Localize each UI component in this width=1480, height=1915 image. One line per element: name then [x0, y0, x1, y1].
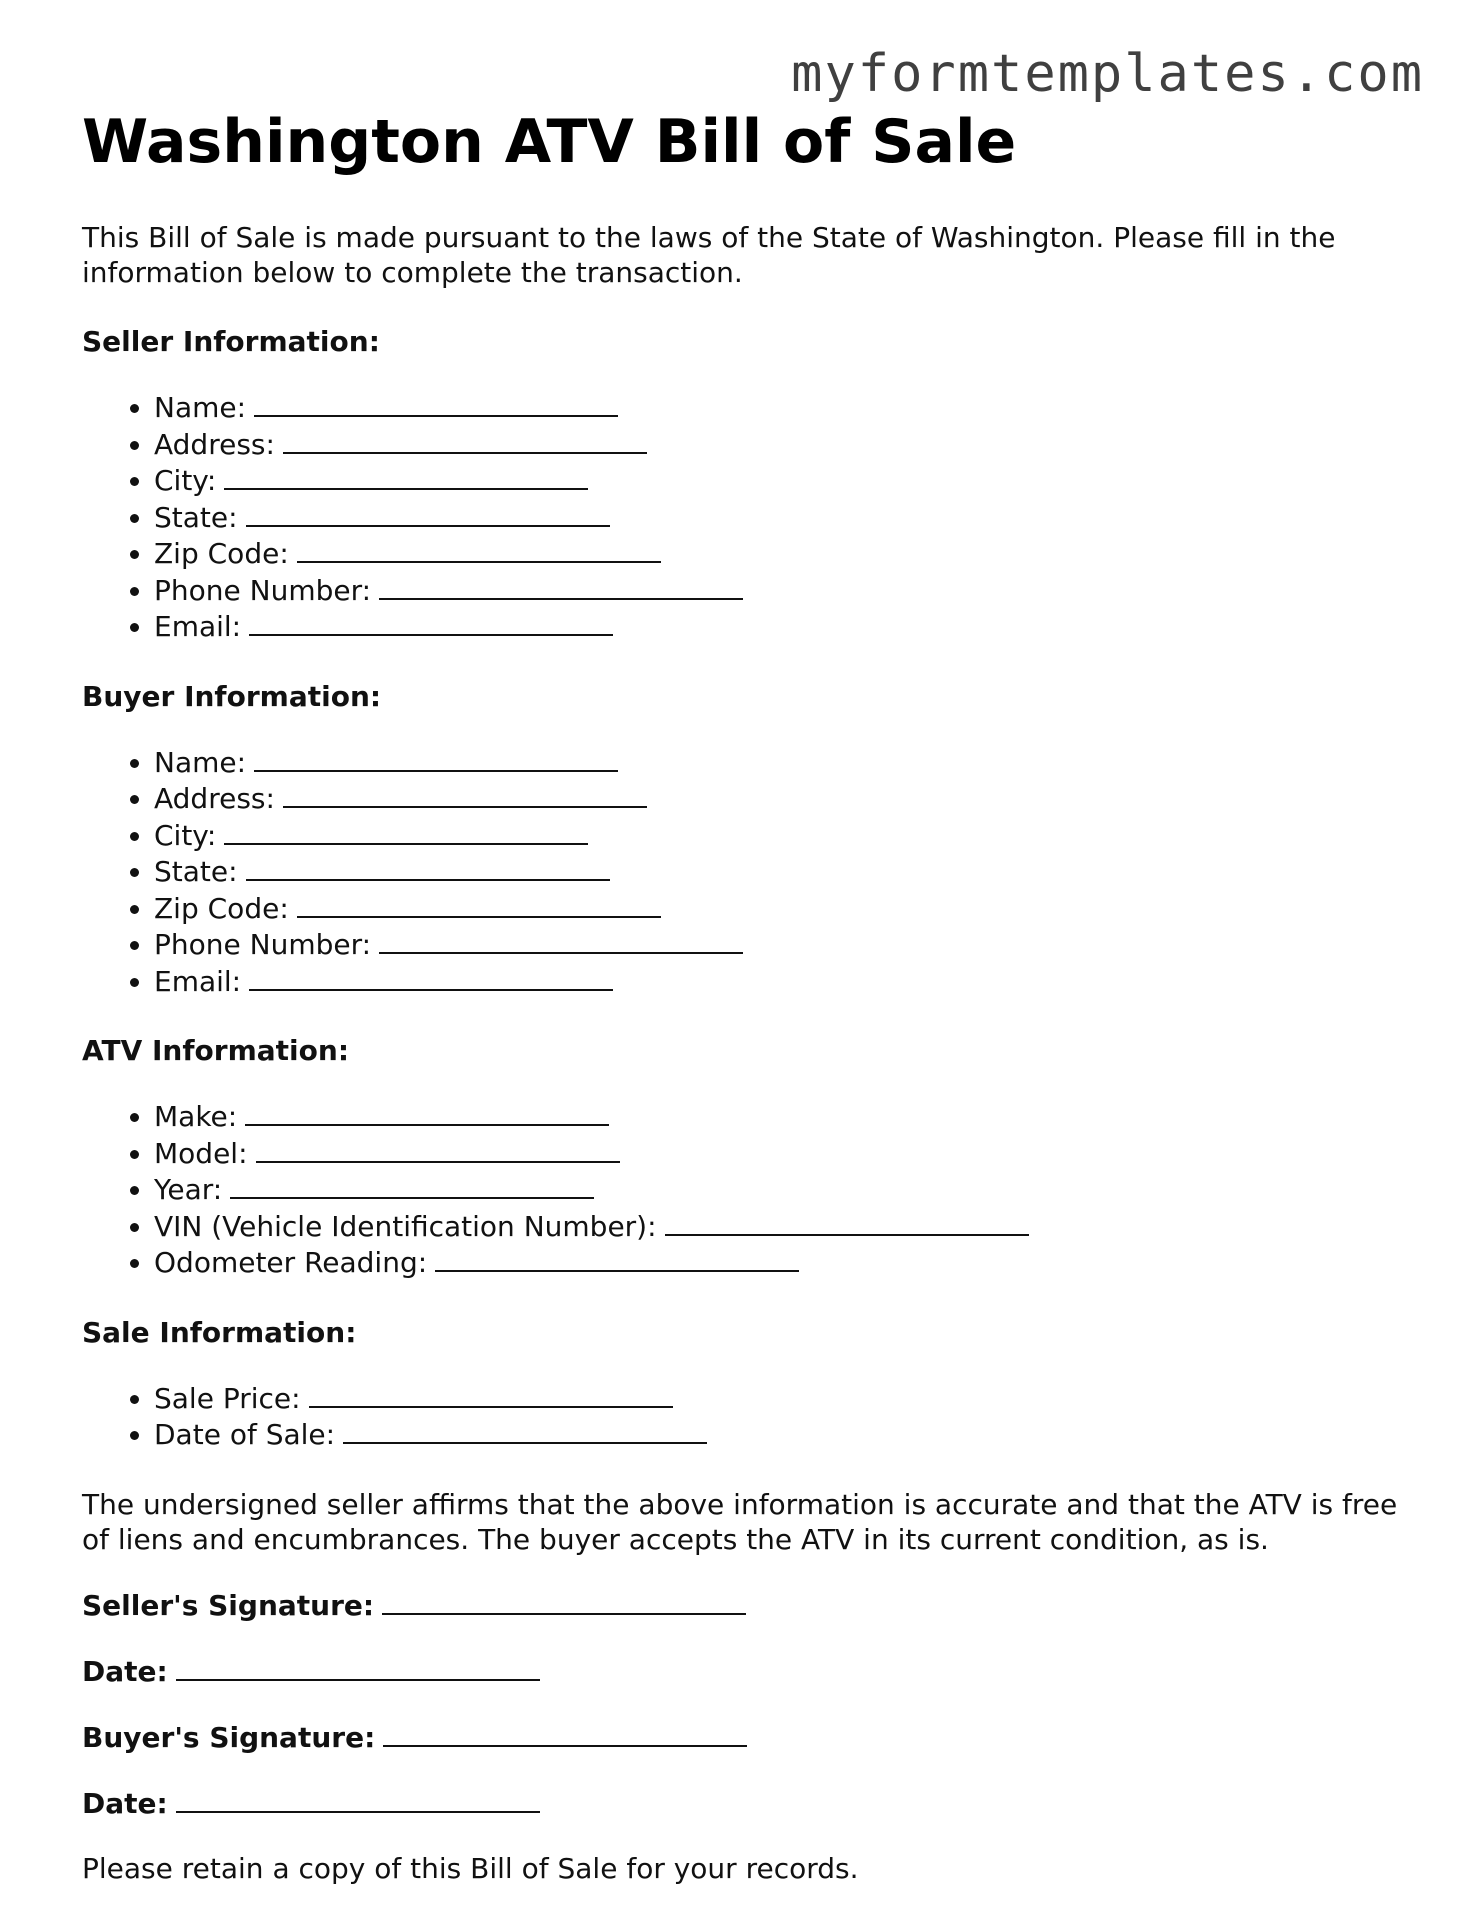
sale-date-blank[interactable]	[343, 1416, 707, 1444]
seller-name-blank[interactable]	[254, 389, 618, 417]
seller-address-field	[154, 426, 1412, 463]
seller-state-blank[interactable]	[246, 499, 610, 527]
atv-odometer-field	[154, 1244, 1412, 1281]
signature-label: Date:	[82, 1654, 168, 1688]
field-label: Make:	[154, 1100, 238, 1133]
affirmation-paragraph: The undersigned seller affirms that the above information is accurate and that the ATV is free of liens and encumbrances. The buyer accepts the ATV in its current condition, as is.	[82, 1487, 1398, 1556]
field-label: Zip Code:	[154, 891, 289, 925]
buyer-state-blank[interactable]	[246, 853, 610, 881]
seller-name-field	[154, 389, 1412, 426]
sale-date-field	[154, 1416, 1412, 1453]
buyer-signature-line	[82, 1719, 1412, 1755]
seller-email-blank[interactable]	[249, 608, 613, 636]
field-label: Model:	[154, 1136, 248, 1170]
field-label: Email:	[154, 610, 242, 643]
buyer-email-field	[154, 963, 1412, 1000]
field-label: City:	[154, 464, 217, 497]
field-label: Name:	[154, 391, 247, 424]
seller-zip-blank[interactable]	[297, 535, 661, 563]
buyer-zip-blank[interactable]	[297, 890, 661, 918]
atv-year-field	[154, 1171, 1412, 1208]
field-label: Odometer Reading:	[154, 1246, 428, 1279]
seller-email-field	[154, 608, 1412, 645]
field-label: Sale Price:	[154, 1381, 301, 1415]
buyer-field-list	[82, 744, 1412, 1000]
buyer-address-blank[interactable]	[283, 780, 647, 808]
buyer-signature-blank[interactable]	[383, 1719, 747, 1747]
buyer-state-field	[154, 853, 1412, 890]
field-label: Name:	[154, 745, 247, 779]
atv-field-list	[82, 1098, 1412, 1281]
field-label: City:	[154, 818, 217, 852]
atv-odometer-blank[interactable]	[435, 1244, 799, 1272]
seller-signature-line	[82, 1587, 1412, 1623]
intro-paragraph: This Bill of Sale is made pursuant to the laws of the State of Washington. Please fill in the information below to complete the transaction.	[82, 221, 1336, 289]
field-label: Year:	[154, 1173, 223, 1206]
seller-phone-blank[interactable]	[379, 572, 743, 600]
retain-copy-note: Please retain a copy of this Bill of Sale for your records.	[82, 1851, 859, 1885]
buyer-phone-blank[interactable]	[379, 926, 743, 954]
field-label: Phone Number:	[154, 573, 372, 607]
seller-date-blank[interactable]	[176, 1653, 540, 1681]
signature-label: Seller's Signature:	[82, 1588, 375, 1622]
atv-model-field	[154, 1135, 1412, 1172]
atv-make-field	[154, 1098, 1412, 1135]
sale-price-blank[interactable]	[309, 1380, 673, 1408]
document-title: Washington ATV Bill of Sale	[82, 107, 1017, 177]
field-label: Address:	[154, 427, 275, 461]
buyer-name-field	[154, 744, 1412, 781]
buyer-section-heading: Buyer Information:	[82, 679, 382, 713]
field-label: Email:	[154, 964, 242, 998]
seller-city-blank[interactable]	[224, 462, 588, 490]
buyer-address-field	[154, 780, 1412, 817]
seller-section-heading: Seller Information:	[82, 325, 380, 358]
atv-make-blank[interactable]	[245, 1098, 609, 1126]
document-page	[82, 108, 1412, 1886]
atv-vin-field	[154, 1208, 1412, 1245]
seller-date-line	[82, 1653, 1412, 1689]
field-label: Date of Sale:	[154, 1418, 336, 1451]
seller-phone-field	[154, 572, 1412, 609]
seller-field-list	[82, 389, 1412, 645]
field-label: Phone Number:	[154, 928, 372, 961]
buyer-zip-field	[154, 890, 1412, 927]
buyer-name-blank[interactable]	[254, 744, 618, 772]
watermark: myformtemplates.com	[791, 44, 1424, 104]
sale-section-heading: Sale Information:	[82, 1315, 357, 1349]
buyer-phone-field	[154, 926, 1412, 963]
buyer-city-field	[154, 817, 1412, 854]
seller-state-field	[154, 499, 1412, 536]
seller-zip-field	[154, 535, 1412, 572]
buyer-date-blank[interactable]	[176, 1785, 540, 1813]
field-label: State:	[154, 500, 238, 534]
atv-model-blank[interactable]	[256, 1135, 620, 1163]
buyer-city-blank[interactable]	[224, 817, 588, 845]
signature-label: Buyer's Signature:	[82, 1720, 376, 1754]
atv-section-heading: ATV Information:	[82, 1034, 350, 1067]
buyer-email-blank[interactable]	[249, 963, 613, 991]
sale-price-field	[154, 1380, 1412, 1417]
seller-signature-blank[interactable]	[382, 1587, 746, 1615]
field-label: Address:	[154, 782, 275, 815]
field-label: Zip Code:	[154, 537, 289, 570]
seller-address-blank[interactable]	[283, 426, 647, 454]
signature-label: Date:	[82, 1786, 168, 1820]
buyer-date-line	[82, 1785, 1412, 1821]
seller-city-field	[154, 462, 1412, 499]
sale-field-list	[82, 1380, 1412, 1453]
atv-year-blank[interactable]	[230, 1171, 594, 1199]
field-label: State:	[154, 855, 238, 888]
field-label: VIN (Vehicle Identification Number):	[154, 1209, 657, 1243]
atv-vin-blank[interactable]	[665, 1208, 1029, 1236]
